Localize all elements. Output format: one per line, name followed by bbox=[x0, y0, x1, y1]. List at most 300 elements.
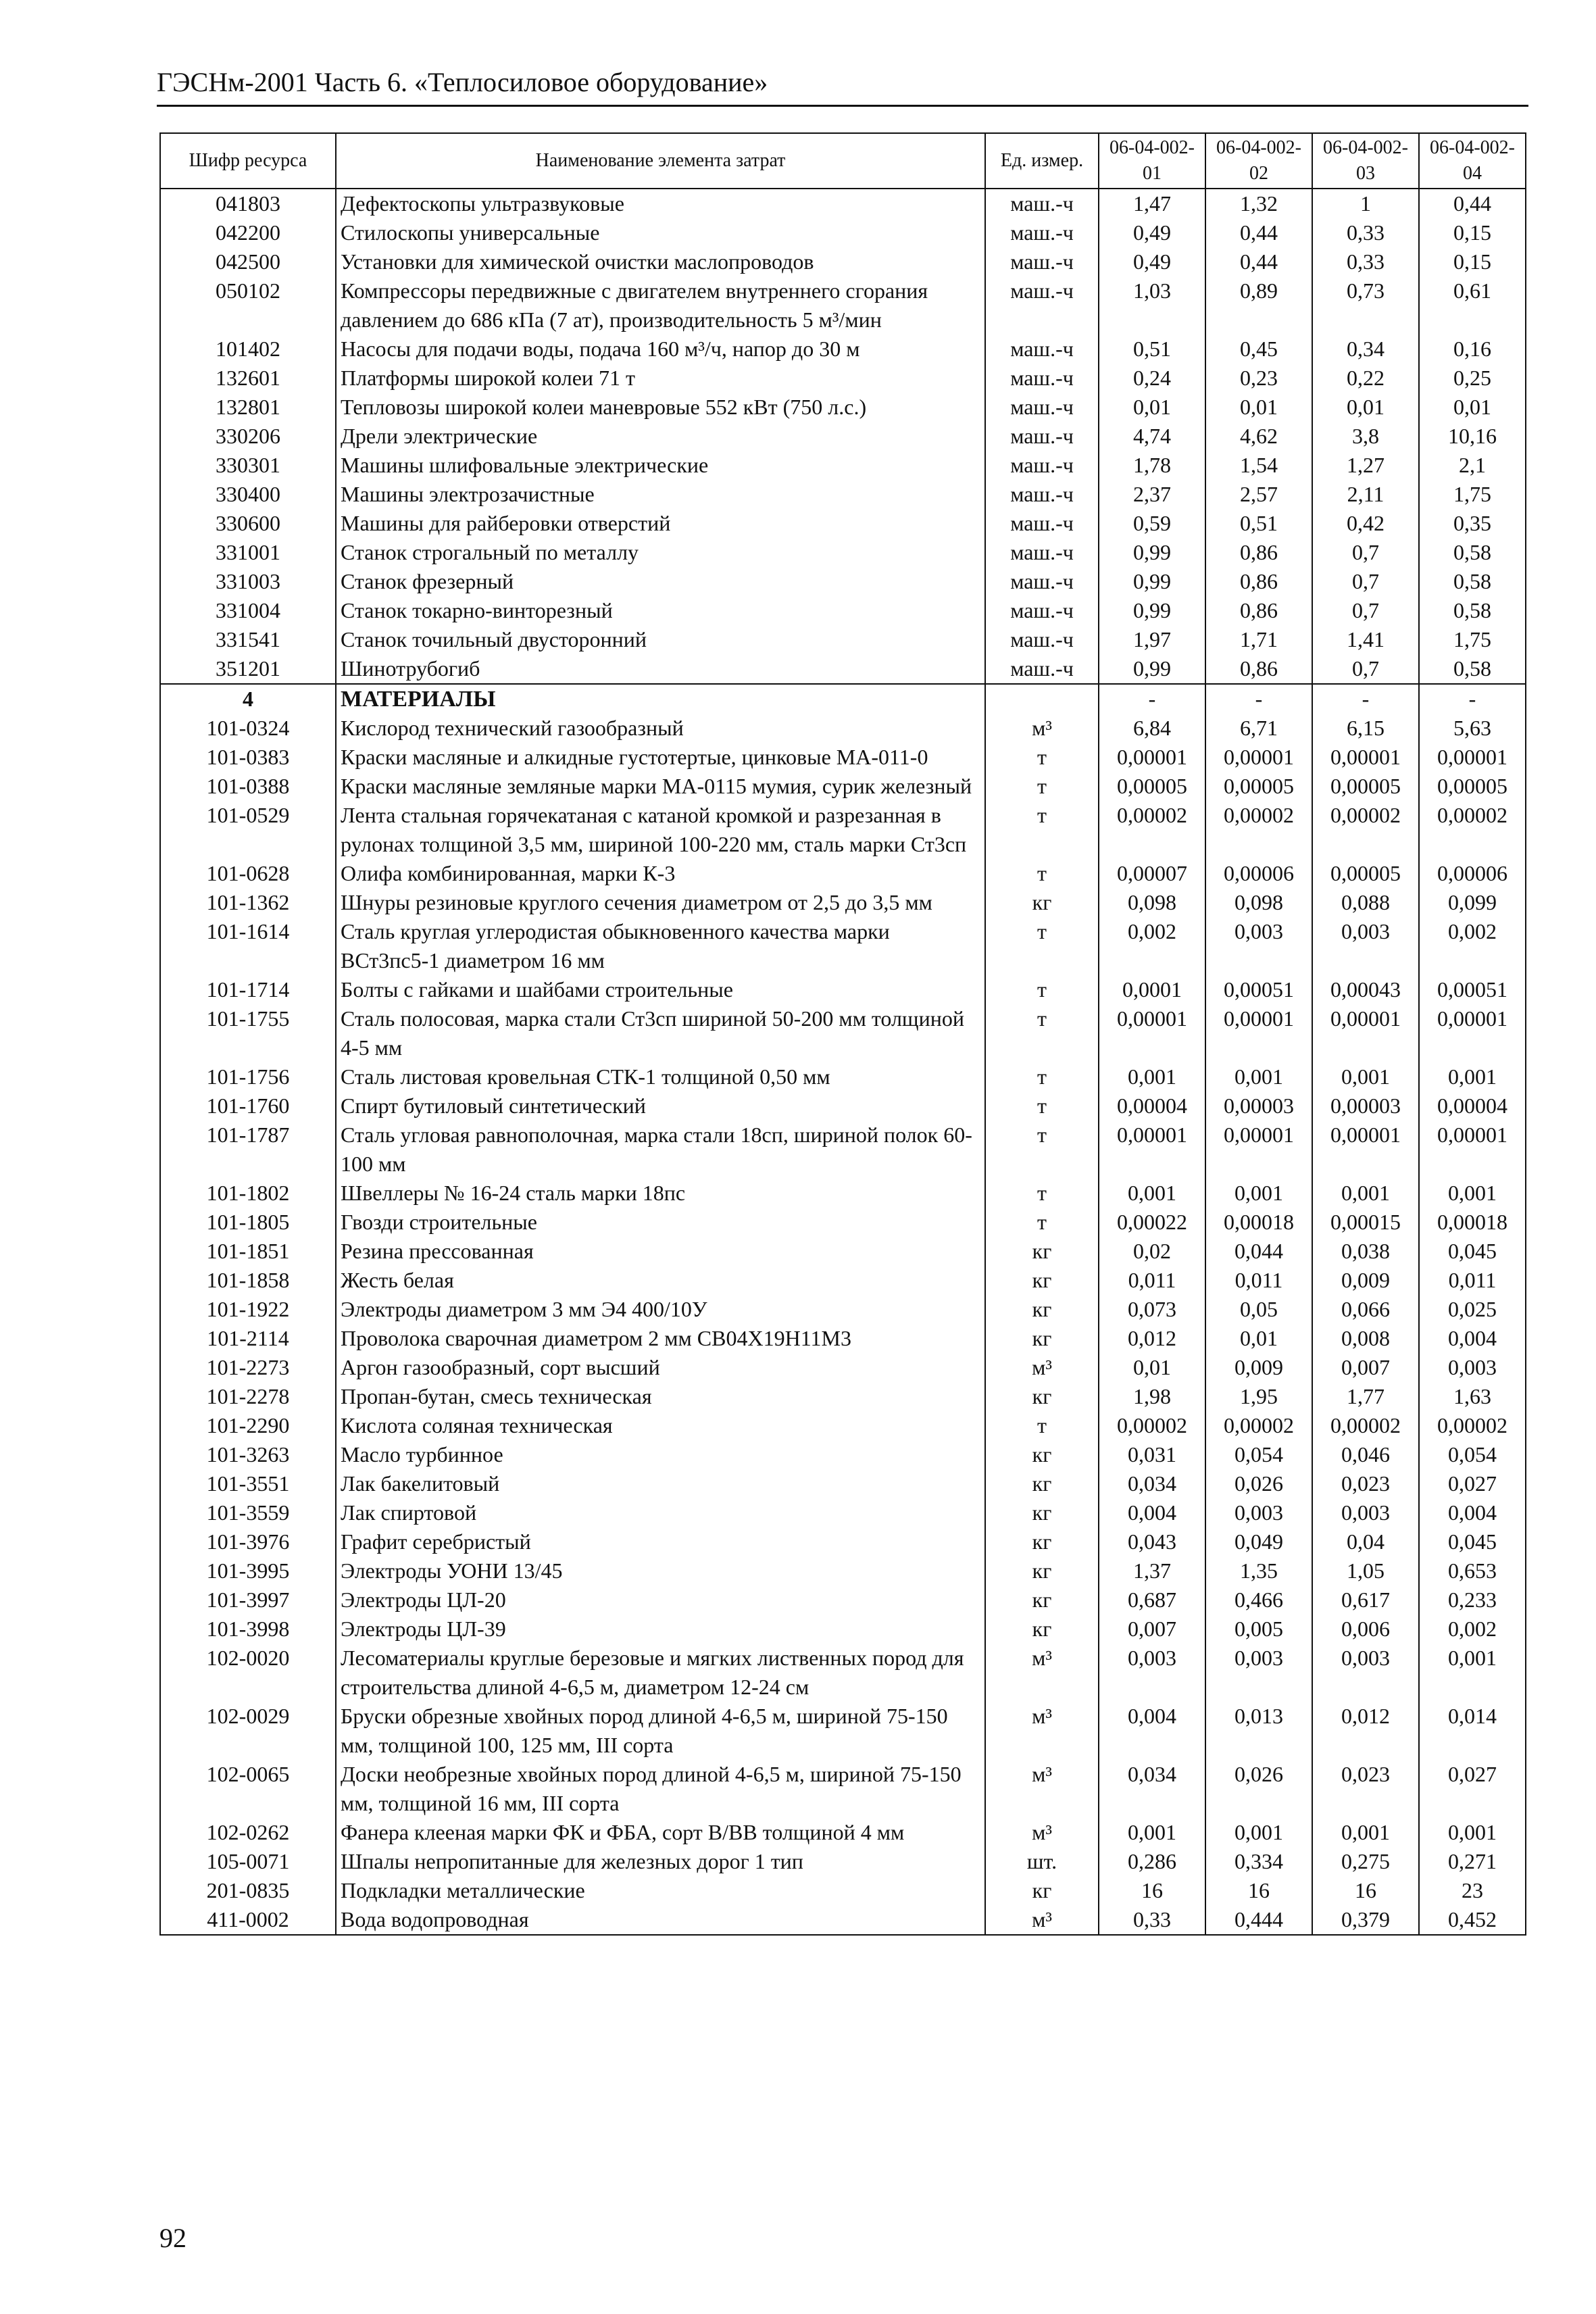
resource-unit: кг bbox=[985, 1266, 1099, 1295]
norm-value-02: 0,049 bbox=[1205, 1527, 1312, 1556]
norm-value-02: 0,044 bbox=[1205, 1237, 1312, 1266]
norm-value-03: 0,00005 bbox=[1312, 772, 1419, 801]
norm-value-01: 0,003 bbox=[1099, 1644, 1205, 1702]
resource-name: Лесоматериалы круглые березовые и мягких лиственных пород для строительства длиной 4-6,5 м, диаметром 12-24 см bbox=[336, 1644, 985, 1702]
resource-unit: кг bbox=[985, 1237, 1099, 1266]
table-row bbox=[160, 247, 1526, 276]
table-header-row bbox=[160, 133, 1526, 189]
table-body bbox=[160, 189, 1526, 1935]
norm-value-01: - bbox=[1099, 684, 1205, 714]
resource-unit: т bbox=[985, 1411, 1099, 1440]
norm-value-03: 0,617 bbox=[1312, 1585, 1419, 1615]
table-row bbox=[160, 975, 1526, 1004]
norm-value-04: 0,58 bbox=[1419, 654, 1526, 684]
norm-value-03: 0,003 bbox=[1312, 1644, 1419, 1702]
norm-value-02: 0,86 bbox=[1205, 654, 1312, 684]
norm-value-02: 0,026 bbox=[1205, 1469, 1312, 1498]
resource-code: 331003 bbox=[160, 567, 336, 596]
resource-name: Лента стальная горячекатаная с катаной кромкой и разрезанная в рулонах толщиной 3,5 мм, шириной 100-220 мм, сталь марки Ст3сп bbox=[336, 801, 985, 859]
resource-code: 101402 bbox=[160, 335, 336, 364]
resource-name: Шинотрубогиб bbox=[336, 654, 985, 684]
norm-value-02: 0,444 bbox=[1205, 1905, 1312, 1935]
resource-name: Масло турбинное bbox=[336, 1440, 985, 1469]
resource-name: Дрели электрические bbox=[336, 422, 985, 451]
resource-name: Шнуры резиновые круглого сечения диаметром от 2,5 до 3,5 мм bbox=[336, 888, 985, 917]
resource-code: 101-0529 bbox=[160, 801, 336, 859]
table-row bbox=[160, 625, 1526, 654]
norm-value-02: 0,05 bbox=[1205, 1295, 1312, 1324]
resource-name: Фанера клееная марки ФК и ФБА, сорт В/ВВ толщиной 4 мм bbox=[336, 1818, 985, 1847]
norm-value-02: 0,026 bbox=[1205, 1760, 1312, 1818]
resource-unit: кг bbox=[985, 1295, 1099, 1324]
norm-value-04: 23 bbox=[1419, 1876, 1526, 1905]
norm-value-04: 1,63 bbox=[1419, 1382, 1526, 1411]
norm-value-04: 0,25 bbox=[1419, 364, 1526, 393]
norm-value-04: 0,004 bbox=[1419, 1498, 1526, 1527]
resource-unit: маш.-ч bbox=[985, 335, 1099, 364]
resource-name: Машины для райберовки отверстий bbox=[336, 509, 985, 538]
norm-value-01: 0,99 bbox=[1099, 538, 1205, 567]
norm-value-02: 1,54 bbox=[1205, 451, 1312, 480]
norm-value-02: 0,00001 bbox=[1205, 743, 1312, 772]
norm-value-01: 0,00001 bbox=[1099, 1121, 1205, 1179]
norm-value-02: 0,009 bbox=[1205, 1353, 1312, 1382]
page-number: 92 bbox=[159, 2223, 186, 2253]
norm-value-04: 0,58 bbox=[1419, 596, 1526, 625]
resource-unit: м³ bbox=[985, 1353, 1099, 1382]
norm-value-02: 0,334 bbox=[1205, 1847, 1312, 1876]
norm-value-01: 0,00001 bbox=[1099, 1004, 1205, 1062]
norm-value-01: 0,001 bbox=[1099, 1818, 1205, 1847]
norm-value-01: 1,03 bbox=[1099, 276, 1205, 335]
table-row bbox=[160, 1266, 1526, 1295]
resource-code: 041803 bbox=[160, 189, 336, 218]
resource-code: 101-3997 bbox=[160, 1585, 336, 1615]
table-row bbox=[160, 684, 1526, 714]
resource-unit: маш.-ч bbox=[985, 422, 1099, 451]
norm-value-01: 1,47 bbox=[1099, 189, 1205, 218]
norm-value-02: 0,003 bbox=[1205, 1644, 1312, 1702]
table-row bbox=[160, 480, 1526, 509]
resource-name: Краски масляные земляные марки МА-0115 мумия, сурик железный bbox=[336, 772, 985, 801]
norm-value-02: 2,57 bbox=[1205, 480, 1312, 509]
norm-value-02: 0,51 bbox=[1205, 509, 1312, 538]
table-row bbox=[160, 1469, 1526, 1498]
resource-unit: т bbox=[985, 975, 1099, 1004]
norm-value-04: 0,16 bbox=[1419, 335, 1526, 364]
resource-unit: маш.-ч bbox=[985, 276, 1099, 335]
resource-unit: м³ bbox=[985, 1760, 1099, 1818]
table-row bbox=[160, 801, 1526, 859]
resource-code: 101-3263 bbox=[160, 1440, 336, 1469]
resource-code: 411-0002 bbox=[160, 1905, 336, 1935]
table-row bbox=[160, 1498, 1526, 1527]
resource-unit: т bbox=[985, 1062, 1099, 1091]
resource-name: Лак спиртовой bbox=[336, 1498, 985, 1527]
norm-value-04: 0,002 bbox=[1419, 917, 1526, 975]
norm-value-01: 0,286 bbox=[1099, 1847, 1205, 1876]
table-row bbox=[160, 1411, 1526, 1440]
norm-value-02: 0,00001 bbox=[1205, 1121, 1312, 1179]
resource-code: 102-0020 bbox=[160, 1644, 336, 1702]
norm-value-04: 0,001 bbox=[1419, 1179, 1526, 1208]
norm-value-01: 0,002 bbox=[1099, 917, 1205, 975]
resource-unit: т bbox=[985, 1091, 1099, 1121]
section-title: МАТЕРИАЛЫ bbox=[336, 684, 985, 714]
resource-code: 331001 bbox=[160, 538, 336, 567]
table-row bbox=[160, 714, 1526, 743]
norm-value-03: 1,41 bbox=[1312, 625, 1419, 654]
norm-value-04: 0,01 bbox=[1419, 393, 1526, 422]
resource-unit: т bbox=[985, 917, 1099, 975]
norm-value-01: 0,49 bbox=[1099, 247, 1205, 276]
norm-value-02: 0,44 bbox=[1205, 247, 1312, 276]
table-row bbox=[160, 218, 1526, 247]
resource-name: Шпалы непропитанные для железных дорог 1 тип bbox=[336, 1847, 985, 1876]
norm-value-03: 0,7 bbox=[1312, 654, 1419, 684]
norm-value-01: 0,24 bbox=[1099, 364, 1205, 393]
resource-name: Станок точильный двусторонний bbox=[336, 625, 985, 654]
norm-value-03: 0,00043 bbox=[1312, 975, 1419, 1004]
resource-name: Платформы широкой колеи 71 т bbox=[336, 364, 985, 393]
norm-value-02: 0,86 bbox=[1205, 596, 1312, 625]
resource-unit: м³ bbox=[985, 1818, 1099, 1847]
norm-value-04: 0,027 bbox=[1419, 1469, 1526, 1498]
table-row bbox=[160, 1440, 1526, 1469]
norm-value-03: 0,046 bbox=[1312, 1440, 1419, 1469]
norm-value-01: 0,004 bbox=[1099, 1498, 1205, 1527]
norm-value-02: 0,23 bbox=[1205, 364, 1312, 393]
resource-name: Швеллеры № 16-24 сталь марки 18пс bbox=[336, 1179, 985, 1208]
table-row bbox=[160, 1353, 1526, 1382]
norm-value-03: 0,009 bbox=[1312, 1266, 1419, 1295]
norm-value-02: 16 bbox=[1205, 1876, 1312, 1905]
table-row bbox=[160, 364, 1526, 393]
header-norm-03: 06-04-002-03 bbox=[1312, 133, 1419, 189]
norm-value-02: - bbox=[1205, 684, 1312, 714]
resource-code: 101-0628 bbox=[160, 859, 336, 888]
norm-value-03: 0,00002 bbox=[1312, 1411, 1419, 1440]
resource-unit: кг bbox=[985, 1876, 1099, 1905]
norm-value-01: 2,37 bbox=[1099, 480, 1205, 509]
resource-name: Машины электрозачистные bbox=[336, 480, 985, 509]
resource-code: 101-2278 bbox=[160, 1382, 336, 1411]
document-title: ГЭСНм-2001 Часть 6. «Теплосиловое оборудование» bbox=[157, 67, 768, 97]
norm-value-03: 0,066 bbox=[1312, 1295, 1419, 1324]
norm-value-03: 0,007 bbox=[1312, 1353, 1419, 1382]
table-row bbox=[160, 451, 1526, 480]
header-norm-04: 06-04-002-04 bbox=[1419, 133, 1526, 189]
norm-value-04: 0,00002 bbox=[1419, 1411, 1526, 1440]
resource-code: 101-1851 bbox=[160, 1237, 336, 1266]
table-row bbox=[160, 1527, 1526, 1556]
norm-value-02: 6,71 bbox=[1205, 714, 1312, 743]
table-row bbox=[160, 1091, 1526, 1121]
norm-value-04: 0,452 bbox=[1419, 1905, 1526, 1935]
norm-value-03: 3,8 bbox=[1312, 422, 1419, 451]
table-row bbox=[160, 859, 1526, 888]
resource-name: Жесть белая bbox=[336, 1266, 985, 1295]
resource-unit: кг bbox=[985, 1527, 1099, 1556]
norm-value-02: 0,00051 bbox=[1205, 975, 1312, 1004]
norm-value-03: 1,27 bbox=[1312, 451, 1419, 480]
norm-value-03: 0,34 bbox=[1312, 335, 1419, 364]
norm-value-04: 0,00001 bbox=[1419, 1004, 1526, 1062]
resource-unit: кг bbox=[985, 1585, 1099, 1615]
norm-value-01: 4,74 bbox=[1099, 422, 1205, 451]
resource-code: 101-0383 bbox=[160, 743, 336, 772]
norm-value-04: 0,001 bbox=[1419, 1644, 1526, 1702]
norm-value-03: 0,023 bbox=[1312, 1760, 1419, 1818]
norm-value-04: 0,58 bbox=[1419, 567, 1526, 596]
table-row bbox=[160, 509, 1526, 538]
resource-unit: т bbox=[985, 743, 1099, 772]
resource-unit: кг bbox=[985, 1556, 1099, 1585]
norm-value-03: 0,008 bbox=[1312, 1324, 1419, 1353]
resource-name: Насосы для подачи воды, подача 160 м³/ч, напор до 30 м bbox=[336, 335, 985, 364]
resource-name: Станок строгальный по металлу bbox=[336, 538, 985, 567]
norm-value-01: 0,001 bbox=[1099, 1062, 1205, 1091]
norm-value-04: 0,00006 bbox=[1419, 859, 1526, 888]
norm-value-01: 0,99 bbox=[1099, 596, 1205, 625]
norm-value-01: 0,02 bbox=[1099, 1237, 1205, 1266]
norm-value-04: 0,001 bbox=[1419, 1818, 1526, 1847]
norm-value-02: 0,001 bbox=[1205, 1818, 1312, 1847]
norm-value-01: 0,00002 bbox=[1099, 1411, 1205, 1440]
norm-value-01: 0,33 bbox=[1099, 1905, 1205, 1935]
norm-value-01: 0,011 bbox=[1099, 1266, 1205, 1295]
resource-unit bbox=[985, 684, 1099, 714]
table-row bbox=[160, 1615, 1526, 1644]
norm-value-02: 0,86 bbox=[1205, 567, 1312, 596]
norm-value-04: 2,1 bbox=[1419, 451, 1526, 480]
table-row bbox=[160, 189, 1526, 218]
norm-value-03: 0,00005 bbox=[1312, 859, 1419, 888]
norm-value-03: 0,275 bbox=[1312, 1847, 1419, 1876]
norm-value-03: - bbox=[1312, 684, 1419, 714]
resource-code: 330600 bbox=[160, 509, 336, 538]
resource-code: 201-0835 bbox=[160, 1876, 336, 1905]
norm-value-04: 0,35 bbox=[1419, 509, 1526, 538]
table-row bbox=[160, 1644, 1526, 1702]
table-row bbox=[160, 596, 1526, 625]
resource-name: Установки для химической очистки маслопроводов bbox=[336, 247, 985, 276]
resource-name: Лак бакелитовый bbox=[336, 1469, 985, 1498]
norm-value-04: 0,045 bbox=[1419, 1237, 1526, 1266]
norm-value-02: 0,054 bbox=[1205, 1440, 1312, 1469]
resource-unit: кг bbox=[985, 1324, 1099, 1353]
norm-value-04: 0,003 bbox=[1419, 1353, 1526, 1382]
norm-value-03: 0,33 bbox=[1312, 218, 1419, 247]
norm-value-04: 0,00051 bbox=[1419, 975, 1526, 1004]
resource-code: 101-1714 bbox=[160, 975, 336, 1004]
resource-unit: м³ bbox=[985, 1644, 1099, 1702]
resource-unit: маш.-ч bbox=[985, 247, 1099, 276]
norm-value-04: 0,00001 bbox=[1419, 1121, 1526, 1179]
resource-name: Резина прессованная bbox=[336, 1237, 985, 1266]
norm-value-04: 0,00004 bbox=[1419, 1091, 1526, 1121]
resource-code: 330206 bbox=[160, 422, 336, 451]
resource-unit: т bbox=[985, 1121, 1099, 1179]
norm-value-04: 0,001 bbox=[1419, 1062, 1526, 1091]
resource-name: Бруски обрезные хвойных пород длиной 4-6,5 м, шириной 75-150 мм, толщиной 100, 125 мм, III сорта bbox=[336, 1702, 985, 1760]
resource-name: Дефектоскопы ультразвуковые bbox=[336, 189, 985, 218]
norm-value-04: 0,00018 bbox=[1419, 1208, 1526, 1237]
resource-unit: т bbox=[985, 1004, 1099, 1062]
table-row bbox=[160, 1382, 1526, 1411]
resource-unit: шт. bbox=[985, 1847, 1099, 1876]
norm-value-04: 0,002 bbox=[1419, 1615, 1526, 1644]
resource-unit: м³ bbox=[985, 1905, 1099, 1935]
resource-code: 101-1805 bbox=[160, 1208, 336, 1237]
resource-code: 331541 bbox=[160, 625, 336, 654]
resource-code: 101-1756 bbox=[160, 1062, 336, 1091]
resource-code: 101-1787 bbox=[160, 1121, 336, 1179]
resource-unit: маш.-ч bbox=[985, 480, 1099, 509]
norm-value-04: 0,00002 bbox=[1419, 801, 1526, 859]
resource-name: Сталь угловая равнополочная, марка стали 18сп, шириной полок 60-100 мм bbox=[336, 1121, 985, 1179]
norm-value-04: 0,00005 bbox=[1419, 772, 1526, 801]
norm-value-02: 0,001 bbox=[1205, 1062, 1312, 1091]
table-row bbox=[160, 393, 1526, 422]
resource-table bbox=[159, 132, 1526, 1936]
resource-unit: кг bbox=[985, 1469, 1099, 1498]
resource-code: 101-1760 bbox=[160, 1091, 336, 1121]
resource-code: 330301 bbox=[160, 451, 336, 480]
resource-name: Станок фрезерный bbox=[336, 567, 985, 596]
norm-value-03: 0,001 bbox=[1312, 1179, 1419, 1208]
norm-value-03: 0,7 bbox=[1312, 567, 1419, 596]
norm-value-01: 0,00001 bbox=[1099, 743, 1205, 772]
table-row bbox=[160, 1585, 1526, 1615]
norm-value-02: 0,00005 bbox=[1205, 772, 1312, 801]
resource-code: 042500 bbox=[160, 247, 336, 276]
resource-unit: маш.-ч bbox=[985, 218, 1099, 247]
resource-code: 101-3995 bbox=[160, 1556, 336, 1585]
resource-code: 101-1858 bbox=[160, 1266, 336, 1295]
resource-unit: маш.-ч bbox=[985, 596, 1099, 625]
norm-value-04: 10,16 bbox=[1419, 422, 1526, 451]
norm-value-03: 2,11 bbox=[1312, 480, 1419, 509]
resource-code: 042200 bbox=[160, 218, 336, 247]
resource-name: Стилоскопы универсальные bbox=[336, 218, 985, 247]
norm-value-01: 0,00004 bbox=[1099, 1091, 1205, 1121]
resource-code: 101-0388 bbox=[160, 772, 336, 801]
table-row bbox=[160, 1121, 1526, 1179]
norm-value-01: 0,012 bbox=[1099, 1324, 1205, 1353]
table-row bbox=[160, 1324, 1526, 1353]
table-row bbox=[160, 1702, 1526, 1760]
norm-value-04: 1,75 bbox=[1419, 625, 1526, 654]
resource-code: 101-3559 bbox=[160, 1498, 336, 1527]
norm-value-02: 1,95 bbox=[1205, 1382, 1312, 1411]
resource-code: 351201 bbox=[160, 654, 336, 684]
norm-value-01: 0,034 bbox=[1099, 1469, 1205, 1498]
resource-name: Спирт бутиловый синтетический bbox=[336, 1091, 985, 1121]
resource-unit: маш.-ч bbox=[985, 364, 1099, 393]
resource-code: 101-0324 bbox=[160, 714, 336, 743]
norm-value-01: 0,073 bbox=[1099, 1295, 1205, 1324]
norm-value-03: 1,77 bbox=[1312, 1382, 1419, 1411]
norm-value-04: 0,44 bbox=[1419, 189, 1526, 218]
resource-code: 132801 bbox=[160, 393, 336, 422]
table-row bbox=[160, 1237, 1526, 1266]
norm-value-01: 0,001 bbox=[1099, 1179, 1205, 1208]
resource-name: Сталь круглая углеродистая обыкновенного качества марки ВСт3пс5-1 диаметром 16 мм bbox=[336, 917, 985, 975]
resource-unit: кг bbox=[985, 1498, 1099, 1527]
table-row bbox=[160, 1876, 1526, 1905]
table-row bbox=[160, 335, 1526, 364]
resource-code: 101-1614 bbox=[160, 917, 336, 975]
norm-value-04: - bbox=[1419, 684, 1526, 714]
resource-name: Электроды ЦЛ-20 bbox=[336, 1585, 985, 1615]
norm-value-01: 0,00022 bbox=[1099, 1208, 1205, 1237]
norm-value-04: 0,011 bbox=[1419, 1266, 1526, 1295]
table-row bbox=[160, 654, 1526, 684]
page-header bbox=[157, 66, 1528, 107]
norm-value-04: 0,271 bbox=[1419, 1847, 1526, 1876]
resource-unit: маш.-ч bbox=[985, 654, 1099, 684]
norm-value-02: 0,005 bbox=[1205, 1615, 1312, 1644]
norm-value-03: 0,00001 bbox=[1312, 743, 1419, 772]
resource-unit: маш.-ч bbox=[985, 393, 1099, 422]
resource-name: Графит серебристый bbox=[336, 1527, 985, 1556]
norm-value-04: 1,75 bbox=[1419, 480, 1526, 509]
norm-value-04: 0,045 bbox=[1419, 1527, 1526, 1556]
norm-value-04: 0,00001 bbox=[1419, 743, 1526, 772]
norm-value-02: 0,00002 bbox=[1205, 801, 1312, 859]
resource-unit: т bbox=[985, 772, 1099, 801]
resource-unit: кг bbox=[985, 1440, 1099, 1469]
norm-value-02: 0,44 bbox=[1205, 218, 1312, 247]
resource-code: 101-2290 bbox=[160, 1411, 336, 1440]
norm-value-01: 0,99 bbox=[1099, 654, 1205, 684]
norm-value-01: 0,034 bbox=[1099, 1760, 1205, 1818]
table-row bbox=[160, 1295, 1526, 1324]
table-row bbox=[160, 276, 1526, 335]
norm-value-02: 0,003 bbox=[1205, 917, 1312, 975]
resource-code: 101-1802 bbox=[160, 1179, 336, 1208]
resource-name: Машины шлифовальные электрические bbox=[336, 451, 985, 480]
resource-code: 101-2273 bbox=[160, 1353, 336, 1382]
resource-name: Проволока сварочная диаметром 2 мм СВ04Х19Н11М3 bbox=[336, 1324, 985, 1353]
norm-value-03: 0,379 bbox=[1312, 1905, 1419, 1935]
resource-code: 101-3976 bbox=[160, 1527, 336, 1556]
norm-value-03: 0,006 bbox=[1312, 1615, 1419, 1644]
norm-value-02: 0,003 bbox=[1205, 1498, 1312, 1527]
table-row bbox=[160, 567, 1526, 596]
resource-name: Краски масляные и алкидные густотертые, цинковые МА-011-0 bbox=[336, 743, 985, 772]
norm-value-04: 0,004 bbox=[1419, 1324, 1526, 1353]
norm-value-04: 5,63 bbox=[1419, 714, 1526, 743]
header-norm-02: 06-04-002-02 bbox=[1205, 133, 1312, 189]
norm-value-03: 6,15 bbox=[1312, 714, 1419, 743]
norm-value-02: 4,62 bbox=[1205, 422, 1312, 451]
resource-code: 102-0065 bbox=[160, 1760, 336, 1818]
norm-value-02: 1,71 bbox=[1205, 625, 1312, 654]
norm-value-03: 1 bbox=[1312, 189, 1419, 218]
resource-unit: кг bbox=[985, 888, 1099, 917]
resource-code: 132601 bbox=[160, 364, 336, 393]
resource-name: Доски необрезные хвойных пород длиной 4-6,5 м, шириной 75-150 мм, толщиной 16 мм, III сорта bbox=[336, 1760, 985, 1818]
norm-value-03: 0,088 bbox=[1312, 888, 1419, 917]
norm-value-01: 0,687 bbox=[1099, 1585, 1205, 1615]
norm-value-03: 0,22 bbox=[1312, 364, 1419, 393]
norm-value-01: 0,031 bbox=[1099, 1440, 1205, 1469]
norm-value-03: 1,05 bbox=[1312, 1556, 1419, 1585]
resource-name: Станок токарно-винторезный bbox=[336, 596, 985, 625]
header-name: Наименование элемента затрат bbox=[336, 133, 985, 189]
